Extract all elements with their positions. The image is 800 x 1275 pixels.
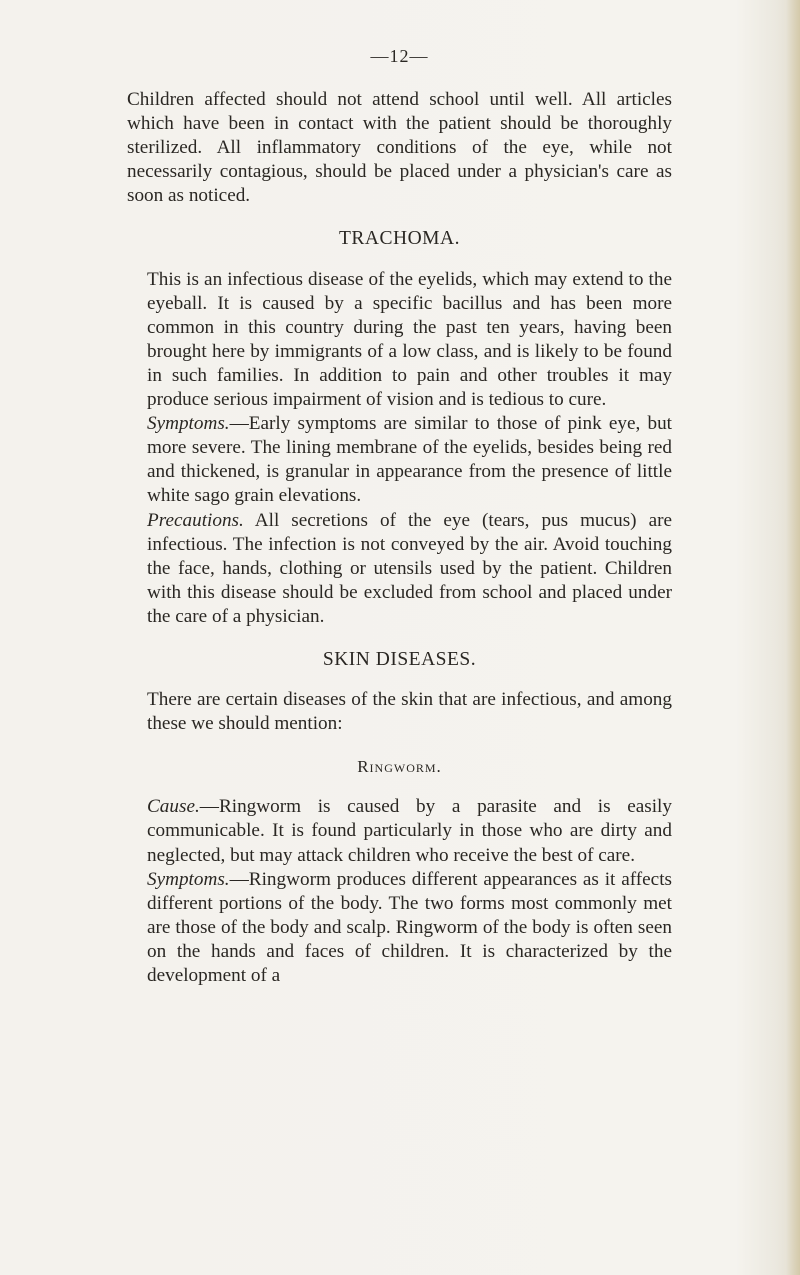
text-ringworm-symptoms: —Ringworm produces different appearances as it affects different portions of the body. The two forms most commonly met are those of the body and scalp. Ringworm of the body is often seen on the hands and faces of children. It is characterized by the development of a [147,868,672,986]
page-edge [786,0,800,1275]
paragraph-intro: Children affected should not attend school until well. All articles which have been in contact with the patient should be thoroughly sterilized. All inflammatory conditions of the eye, while not necessarily contagious, should be placed under a physician's care as soon as noticed. [127,89,672,207]
heading-skin-diseases: SKIN DISEASES. [322,648,477,670]
heading-ringworm: Ringworm. [357,757,442,777]
label-precautions: Precautions. [147,509,244,531]
label-symptoms: Symptoms. [147,413,230,435]
heading-trachoma: TRACHOMA. [339,228,460,250]
text-cause: —Ringworm is caused by a parasite and is easily communicable. It is found particularly in those who are dirty and neglected, but may attack children who receive the best of care. [147,796,672,866]
label-cause: Cause. [147,796,200,818]
page-number: —12— [370,46,429,66]
label-ringworm-symptoms: Symptoms. [147,868,230,890]
paragraph-ringworm-symptoms [127,868,672,988]
text-precautions: All secretions of the eye (tears, pus mucus) are infectious. The infection is not conveyed by the air. Avoid touching the face, hands, clothing or utensils used by the patient. Children with this disease should be excluded from school and placed under the care of a physician. [147,509,672,627]
paragraph-trachoma-symptoms [127,412,672,508]
paragraph-trachoma-intro: This is an infectious disease of the eyelids, which may extend to the eyeball. It is caused by a specific bacillus and has been more common in this country during the past ten years, having been brought here by immigrants of a low class, and is likely to be found in such families. In addition to pain and other troubles it may produce serious impairment of vision and is tedious to cure. [147,268,672,411]
text-block [127,44,672,988]
text-symptoms: —Early symptoms are similar to those of pink eye, but more severe. The lining membrane of the eyelids, besides being red and thickened, is granular in appearance from the presence of little white sago grain elevations. [147,413,672,507]
paragraph-skin-intro: There are certain diseases of the skin that are infectious, and among these we should mention: [147,689,672,735]
paragraph-trachoma-precautions [127,509,672,629]
paragraph-ringworm-cause [127,795,672,867]
